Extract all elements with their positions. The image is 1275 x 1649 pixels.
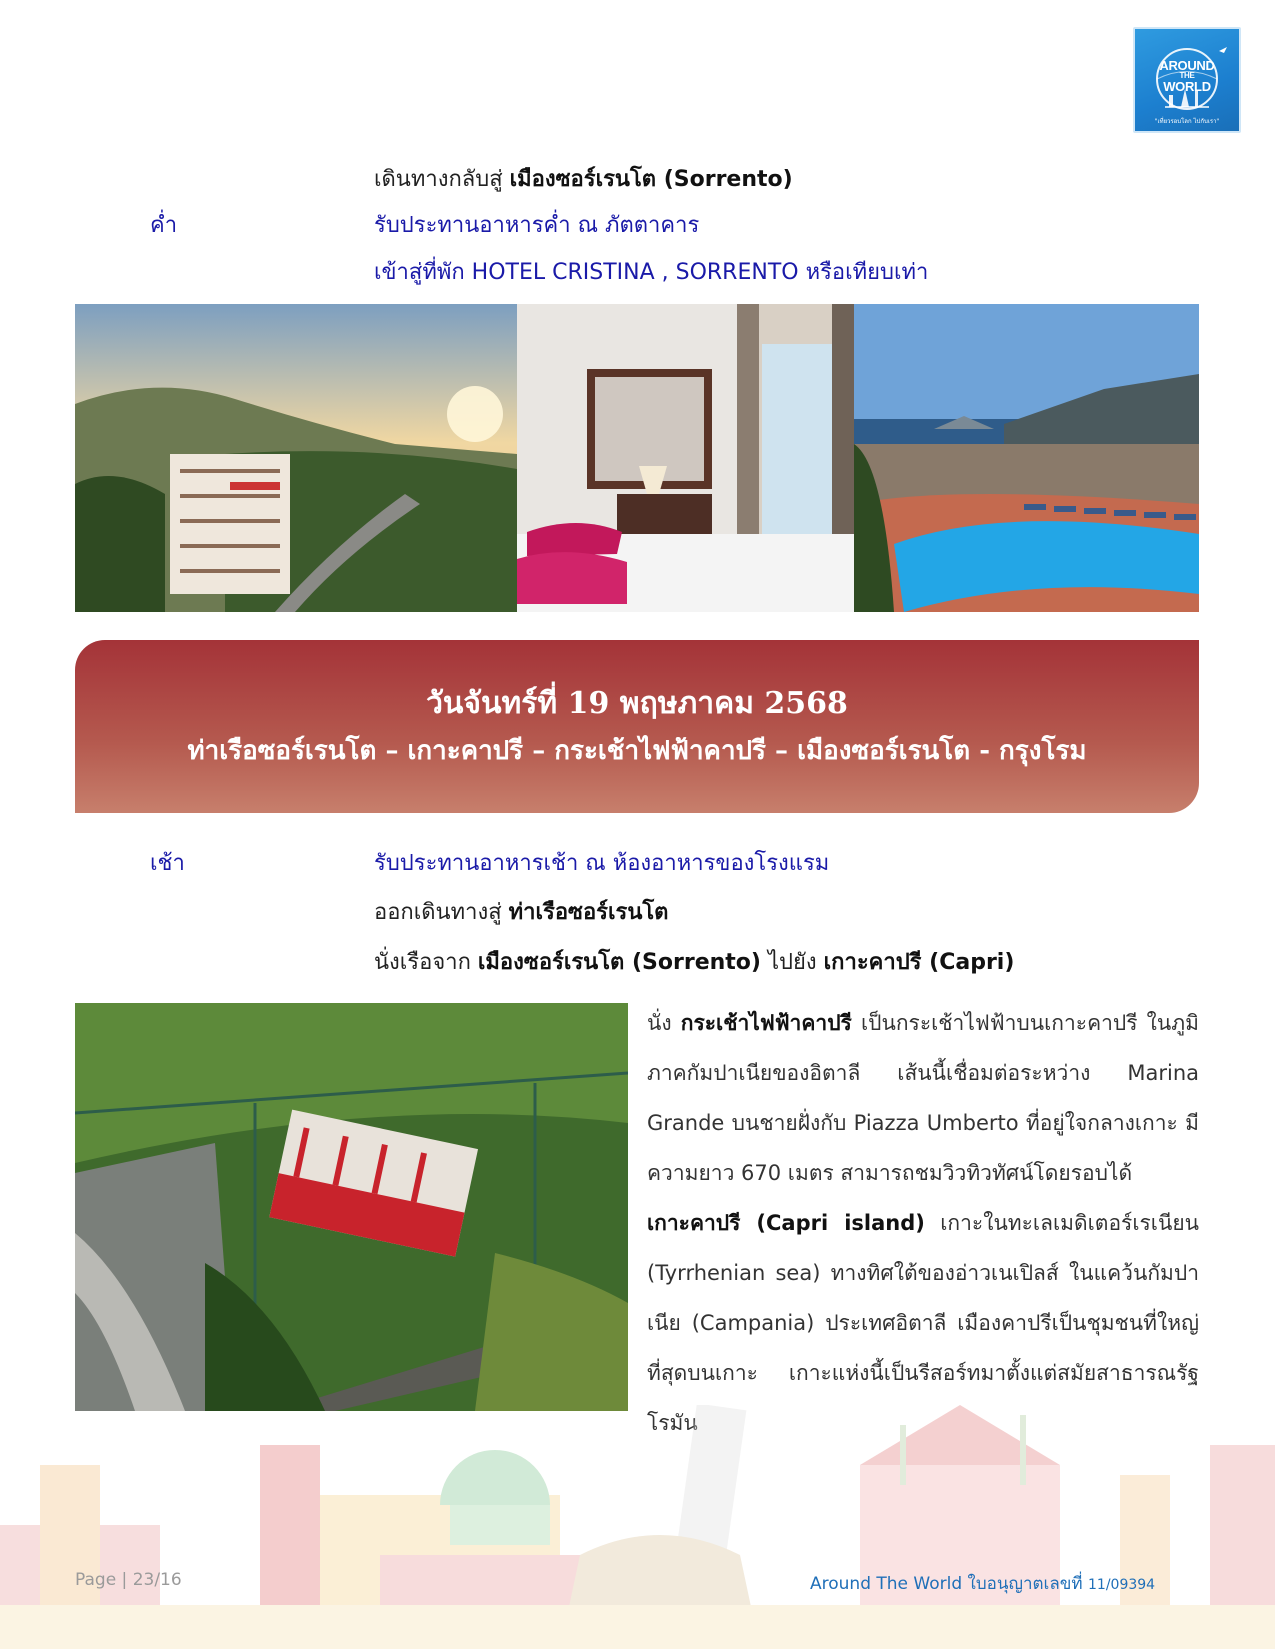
day-date: วันจันทร์ที่ 19 พฤษภาคม 2568 [426,686,848,721]
capri-funicular-photo [75,1003,628,1411]
page-number: Page | 23/16 [75,1570,182,1590]
hotel-room-photo [517,304,854,612]
breakfast-text: รับประทานอาหารเช้า ณ ห้องอาหารของโรงแรม [374,851,830,876]
hotel-pool-photo [854,304,1199,612]
return-line: เดินทางกลับสู่ เมืองซอร์เรนโต (Sorrento) [374,167,793,192]
logo-wordmark: AROUND THE WORLD [1159,58,1215,94]
dinner-label: ค่ำ [150,213,178,238]
day-banner [75,640,1199,813]
sorrento-hotel-photo [75,304,517,612]
company-logo [1133,27,1241,133]
footer-license: Around The World ใบอนุญาตเลขที่ 11/09394 [810,1574,1156,1594]
breakfast-label: เช้า [150,851,185,876]
dinner-text: รับประทานอาหารค่ำ ณ ภัตตาคาร [374,213,700,238]
depart-line: ออกเดินทางสู่ ท่าเรือซอร์เรนโต [374,900,669,925]
funicular-description: นั่ง กระเช้าไฟฟ้าคาปรี เป็นกระเช้าไฟฟ้าบนเกาะคาปรี ในภูมิภาคกัมปาเนียของอิตาลี เส้นนี้เชื่อมต่อระหว่าง Marina Grande บนชายฝั่งกับ Piazza Umberto ที่อยู่ใจกลางเกาะ มีความยาว 670 เมตร สามารถชมวิวทิวทัศน์โดยรอบได้ เกาะคาปรี (Capri island) เกาะในทะเลเมดิเตอร์เรเนียน (Tyrrhenian sea) ทางทิศใต้ของอ่าวเนเปิลส์ ในแคว้นกัมปาเนีย (Campania) ประเทศอิตาลี เมืองคาปรีเป็นชุมชนที่ใหญ่ที่สุดบนเกาะ เกาะแห่งนี้เป็นรีสอร์ทมาตั้งแต่สมัยสาธารณรัฐโรมัน [647,1011,1199,1435]
hotel-text: เข้าสู่ที่พัก HOTEL CRISTINA , SORRENTO หรือเทียบเท่า [374,260,929,285]
logo-tagline: "เที่ยวรอบโลก ไปกับเรา" [1154,118,1220,125]
day-route: ท่าเรือซอร์เรนโต – เกาะคาปรี – กระเช้าไฟฟ้าคาปรี – เมืองซอร์เรนโต - กรุงโรม [187,736,1087,766]
landmarks-illustration [0,1405,1275,1649]
boat-line: นั่งเรือจาก เมืองซอร์เรนโต (Sorrento) ไปยัง เกาะคาปรี (Capri) [374,950,1015,975]
